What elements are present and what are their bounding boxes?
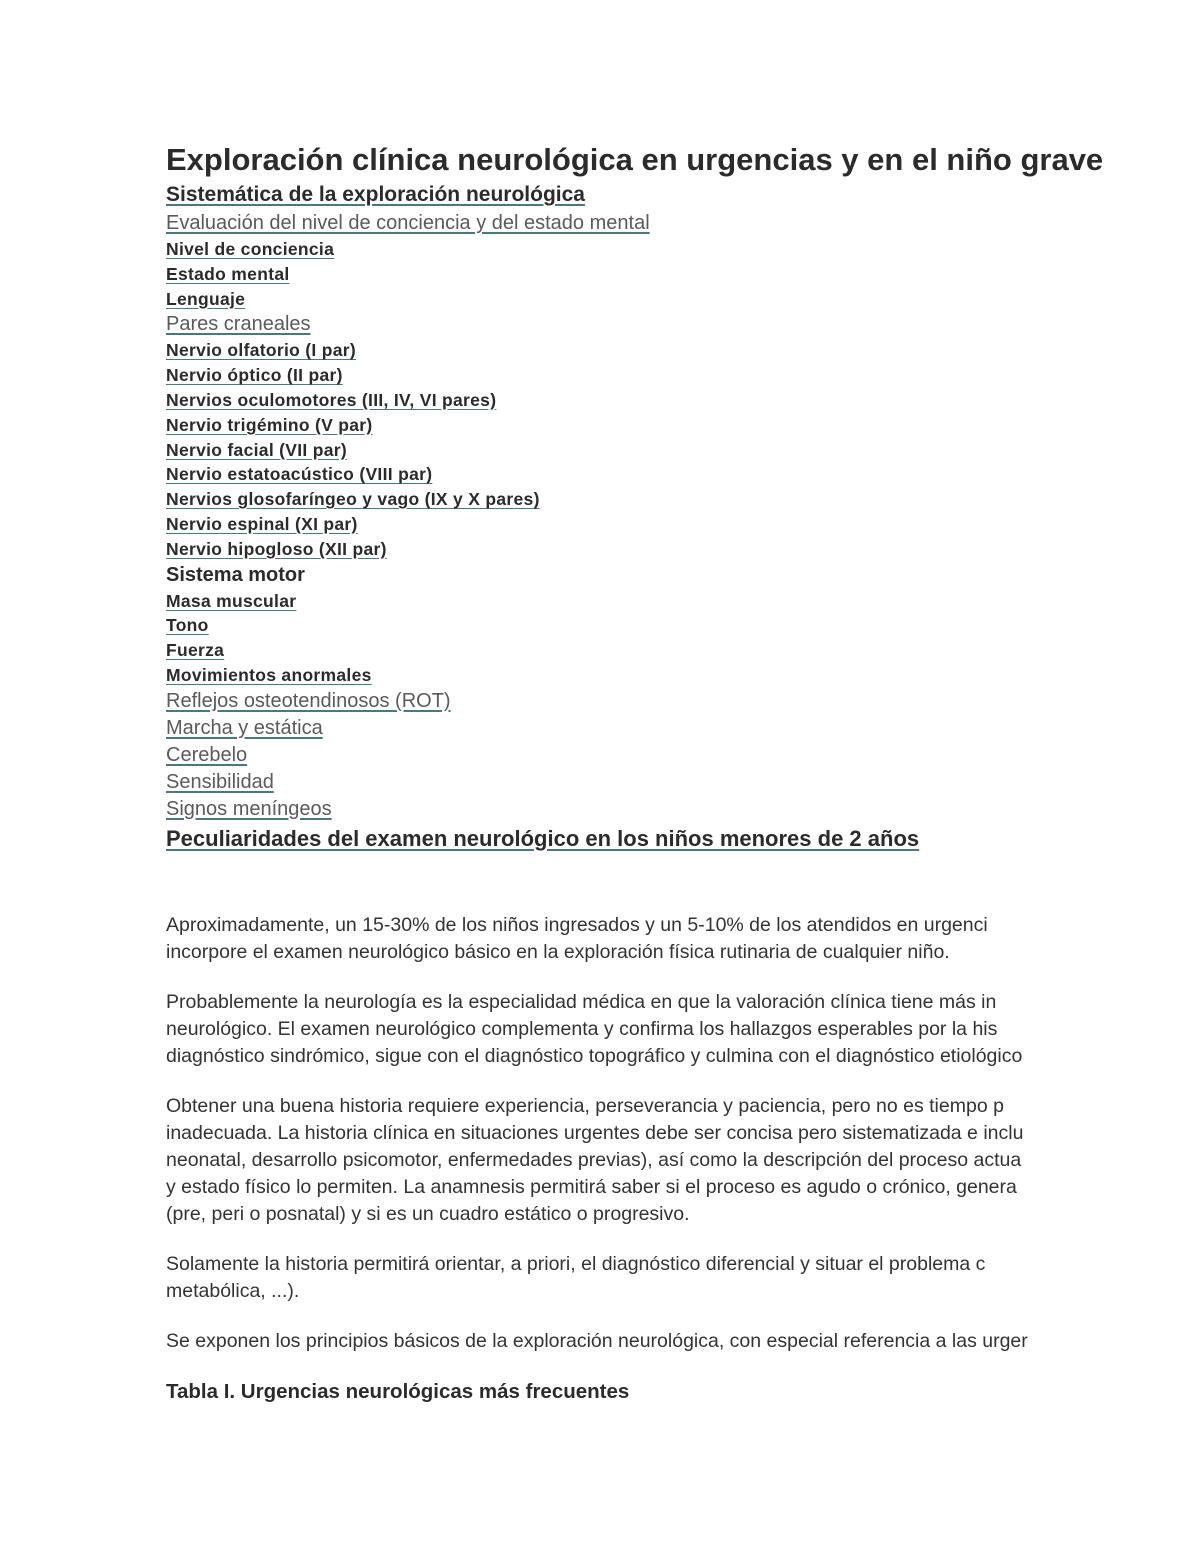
toc-link[interactable]: Sistemática de la exploración neurológica bbox=[166, 183, 585, 206]
toc-link[interactable]: Evaluación del nivel de conciencia y del estado mental bbox=[166, 212, 650, 234]
toc-link[interactable]: Nervio olfatorio (I par) bbox=[166, 340, 356, 361]
toc-item bbox=[166, 338, 1200, 363]
paragraph-line: neonatal, desarrollo psicomotor, enfermedades previas), así como la descripción del proceso actua bbox=[166, 1149, 1022, 1171]
document-title: Exploración clínica neurológica en urgencias y en el niño grave bbox=[166, 142, 1104, 177]
paragraph-line: diagnóstico sindrómico, sigue con el diagnóstico topográfico y culmina con el diagnóstico etiológico bbox=[166, 1045, 1023, 1067]
toc-link[interactable]: Reflejos osteotendinosos (ROT) bbox=[166, 689, 451, 712]
toc-link[interactable]: Nervios oculomotores (III, IV, VI pares) bbox=[166, 389, 497, 410]
toc-item bbox=[166, 287, 1200, 312]
toc-item bbox=[166, 796, 1200, 823]
document-body bbox=[166, 912, 1200, 1405]
toc-item bbox=[166, 413, 1200, 438]
toc-item bbox=[166, 262, 1200, 287]
toc-item bbox=[166, 388, 1200, 413]
toc-item bbox=[166, 715, 1200, 742]
toc-item bbox=[166, 688, 1200, 715]
toc-link[interactable]: Nervio hipogloso (XII par) bbox=[166, 538, 387, 559]
paragraph-line: Se exponen los principios básicos de la exploración neurológica, con especial referencia a las urger bbox=[166, 1330, 1028, 1352]
paragraph-line: neurológico. El examen neurológico complementa y confirma los hallazgos esperables por la his bbox=[166, 1018, 998, 1040]
paragraph-line: inadecuada. La historia clínica en situaciones urgentes debe ser concisa pero sistematizada e inclu bbox=[166, 1122, 1024, 1144]
toc-link[interactable]: Masa muscular bbox=[166, 590, 297, 611]
toc-item bbox=[166, 237, 1200, 262]
paragraph-line: Solamente la historia permitirá orientar, a priori, el diagnóstico diferencial y situar el problema c bbox=[166, 1253, 986, 1275]
toc-item bbox=[166, 663, 1200, 688]
toc-link[interactable]: Sensibilidad bbox=[166, 770, 274, 793]
table-of-contents bbox=[166, 180, 1200, 855]
toc-item bbox=[166, 363, 1200, 388]
toc-link[interactable]: Movimientos anormales bbox=[166, 664, 372, 685]
paragraph-line: (pre, peri o posnatal) y si es un cuadro estático o progresivo. bbox=[166, 1203, 690, 1225]
table-caption: Tabla I. Urgencias neurológicas más frecuentes bbox=[166, 1380, 630, 1403]
paragraph bbox=[166, 1328, 1200, 1355]
toc-item bbox=[166, 562, 1200, 589]
toc-item bbox=[166, 613, 1200, 638]
toc-item bbox=[166, 638, 1200, 663]
toc-item bbox=[166, 537, 1200, 562]
paragraph-line: y estado físico lo permiten. La anamnesis permitirá saber si el proceso es agudo o crónico, genera bbox=[166, 1176, 1017, 1198]
paragraph-line: incorpore el examen neurológico básico en la exploración física rutinaria de cualquier niño. bbox=[166, 941, 950, 963]
paragraph-line: Aproximadamente, un 15-30% de los niños ingresados y un 5-10% de los atendidos en urgenci bbox=[166, 914, 988, 936]
toc-link[interactable]: Fuerza bbox=[166, 640, 225, 661]
toc-link[interactable]: Peculiaridades del examen neurológico en los niños menores de 2 años bbox=[166, 825, 920, 851]
toc-link[interactable]: Cerebelo bbox=[166, 743, 248, 766]
toc-item bbox=[166, 487, 1200, 512]
toc-item bbox=[166, 589, 1200, 614]
toc-link[interactable]: Nervio espinal (XI par) bbox=[166, 513, 358, 534]
paragraph bbox=[166, 1093, 1200, 1228]
toc-item bbox=[166, 823, 1200, 855]
toc-link[interactable]: Lenguaje bbox=[166, 288, 246, 309]
toc-item bbox=[166, 438, 1200, 463]
toc-link[interactable]: Pares craneales bbox=[166, 313, 311, 336]
paragraph-line: metabólica, ...). bbox=[166, 1280, 300, 1302]
toc-item bbox=[166, 462, 1200, 487]
toc-link[interactable]: Tono bbox=[166, 615, 209, 636]
toc-link[interactable]: Nervios glosofaríngeo y vago (IX y X pares) bbox=[166, 489, 540, 510]
toc-link[interactable]: Estado mental bbox=[166, 263, 290, 284]
toc-item bbox=[166, 742, 1200, 769]
paragraph-line: Probablemente la neurología es la especialidad médica en que la valoración clínica tiene más in bbox=[166, 991, 997, 1013]
toc-link[interactable]: Marcha y estática bbox=[166, 716, 323, 739]
toc-link[interactable]: Nervio estatoacústico (VIII par) bbox=[166, 464, 433, 485]
paragraph-line: Obtener una buena historia requiere experiencia, perseverancia y paciencia, pero no es tiempo p bbox=[166, 1095, 1004, 1117]
toc-item bbox=[166, 311, 1200, 338]
toc-link[interactable]: Nivel de conciencia bbox=[166, 239, 335, 259]
toc-item bbox=[166, 512, 1200, 537]
paragraph bbox=[166, 912, 1200, 966]
toc-link[interactable]: Signos meníngeos bbox=[166, 797, 332, 820]
document-page bbox=[166, 140, 1200, 855]
paragraph bbox=[166, 1251, 1200, 1305]
toc-link[interactable]: Nervio óptico (II par) bbox=[166, 365, 343, 386]
toc-item bbox=[166, 210, 1200, 237]
paragraph bbox=[166, 989, 1200, 1070]
toc-item bbox=[166, 180, 1200, 210]
toc-link[interactable]: Nervio trigémino (V par) bbox=[166, 414, 373, 435]
toc-item bbox=[166, 769, 1200, 796]
toc-link[interactable]: Sistema motor bbox=[166, 563, 305, 586]
toc-link[interactable]: Nervio facial (VII par) bbox=[166, 439, 347, 460]
